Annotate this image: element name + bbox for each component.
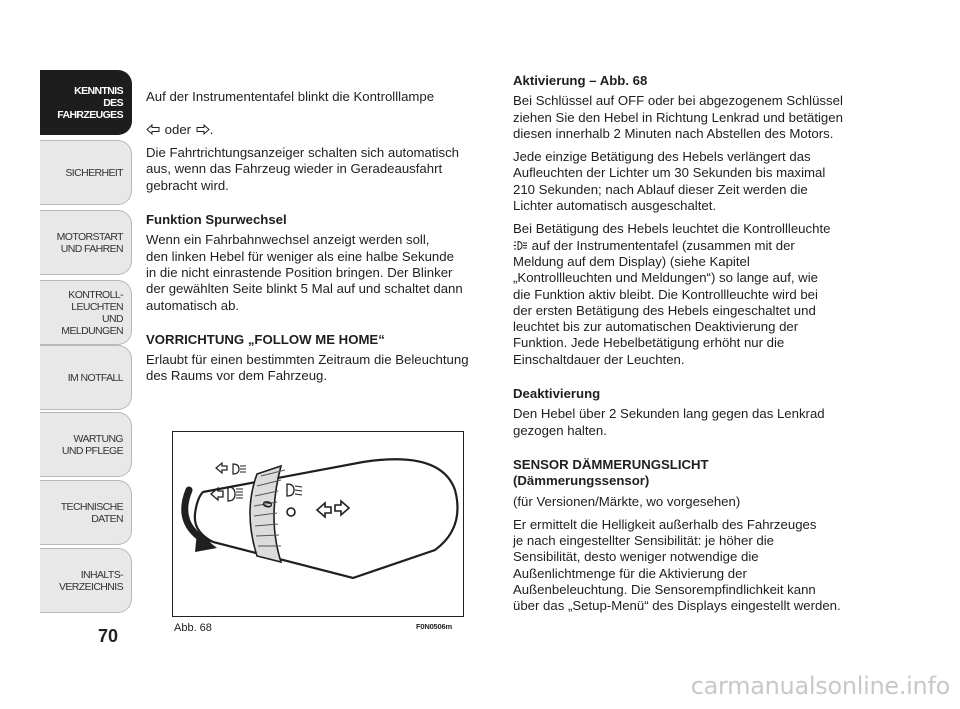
paragraph-sensor-description: Er ermittelt die Helligkeit außerhalb des Fahrzeuges je nach eingestellter Sensibilität: je höher die Sensibilität, desto weniger notwendige die Außenlichtmenge für die Aktivierung der Außenbeleuchtung. Die Sensorempfindlichkeit kann über das „Setup-Menü“ des Displays eingestellt werden. [513, 516, 841, 614]
heading-spurwechsel: Funktion Spurwechsel [146, 212, 287, 228]
text-fragment: auf der Instrumententafel (zusammen mit der Meldung auf dem Display) (siehe Kapitel „Kontrollleuchten und Meldungen“) so lange auf, wie die Funktion aktiv bleibt. Die Kontrollleuchte wird bei der ersten Betätigung des Hebels eingeschaltet und leuchtet bis zur automatischen Deaktivierung der Funktion. Jede Hebelbetätigung erhöht nur die Einschaltdauer der Leuchten. [513, 237, 818, 367]
arrow-left-outline-icon [146, 124, 161, 135]
heading-sensor-daemmerungslicht: SENSOR DÄMMERUNGSLICHT (Dämmerungssensor) [513, 456, 709, 489]
turn-arrows-icon [216, 463, 227, 473]
paragraph-auto-off: Die Fahrtrichtungsanzeiger schalten sich automatisch aus, wenn das Fahrzeug wieder in Geradeausfahrt gebracht wird. [146, 145, 459, 193]
text-fragment: oder [161, 121, 195, 137]
tab-technische-daten[interactable]: TECHNISCHE DATEN [40, 480, 132, 545]
lever-illustration [173, 432, 463, 616]
paragraph-aktivierung: Bei Schlüssel auf OFF oder bei abgezogenem Schlüssel ziehen Sie den Hebel in Richtung Lenkrad und betätigen diesen innerhalb 2 Minuten nach Abstellen des Motors. [513, 93, 843, 141]
low-beam-icon [233, 464, 246, 474]
tab-inhaltsverzeichnis[interactable]: INHALTS- VERZEICHNIS [40, 548, 132, 613]
tab-kontrollleuchten-und-meldungen[interactable]: KONTROLL- LEUCHTEN UND MELDUNGEN [40, 280, 132, 345]
heading-aktivierung: Aktivierung – Abb. 68 [513, 73, 648, 88]
text-fragment: . [209, 121, 214, 137]
heading-deaktivierung: Deaktivierung [513, 386, 601, 402]
paragraph-sensor-note: (für Versionen/Märkte, wo vorgesehen) [513, 493, 741, 509]
paragraph-deaktivierung: Den Hebel über 2 Sekunden lang gegen das Lenkrad gezogen halten. [513, 406, 825, 438]
tab-kenntnis-des-fahrzeuges[interactable]: KENNTNIS DES FAHRZEUGES [40, 70, 132, 135]
figure-caption: Abb. 68 [174, 622, 212, 634]
text-fragment: Bei Betätigung des Hebels leuchtet die Kontrollleuchte [513, 221, 831, 237]
right-column [513, 73, 863, 622]
figure-lever [172, 431, 464, 617]
arrow-right-outline-icon [195, 124, 210, 135]
page-number: 70 [98, 626, 119, 646]
left-column [146, 73, 496, 392]
paragraph-follow-me-home: Erlaubt für einen bestimmten Zeitraum die Beleuchtung des Raums vor dem Fahrzeug. [146, 352, 469, 384]
paragraph-spurwechsel: Wenn ein Fahrbahnwechsel anzeigt werden soll, den linken Hebel für weniger als eine halbe Sekunde in die nicht einrastende Position bringen. Der Blinker der gewählten Seite blinkt 5 Mal auf und schaltet dann automatisch ab. [146, 232, 463, 313]
paragraph-kontrolllampe [146, 73, 496, 138]
tab-sicherheit[interactable]: SICHERHEIT [40, 140, 132, 205]
heading-follow-me-home: VORRICHTUNG „FOLLOW ME HOME“ [146, 331, 385, 347]
watermark: carmanualsonline.info [690, 672, 950, 700]
paragraph-kontrollleuchte [513, 221, 863, 368]
paragraph-betaetigung: Jede einzige Betätigung des Hebels verlängert das Aufleuchten der Lichter um 30 Sekunden bis maximal 210 Sekunden; nach Ablauf dieser Zeit werden die Lichter automatisch ausgeschaltet. [513, 149, 826, 214]
tab-im-notfall[interactable]: IM NOTFALL [40, 345, 132, 410]
tab-motorstart-und-fahren[interactable]: MOTORSTART UND FAHREN [40, 210, 132, 275]
figure-code: F0N0506m [416, 622, 452, 631]
tab-wartung-und-pflege[interactable]: WARTUNG UND PFLEGE [40, 412, 132, 477]
follow-me-home-icon [513, 240, 528, 251]
ring-zero-label: 0 [259, 499, 276, 510]
text-fragment: Auf der Instrumententafel blinkt die Kontrolllampe [146, 89, 435, 105]
lever-body [195, 459, 458, 578]
